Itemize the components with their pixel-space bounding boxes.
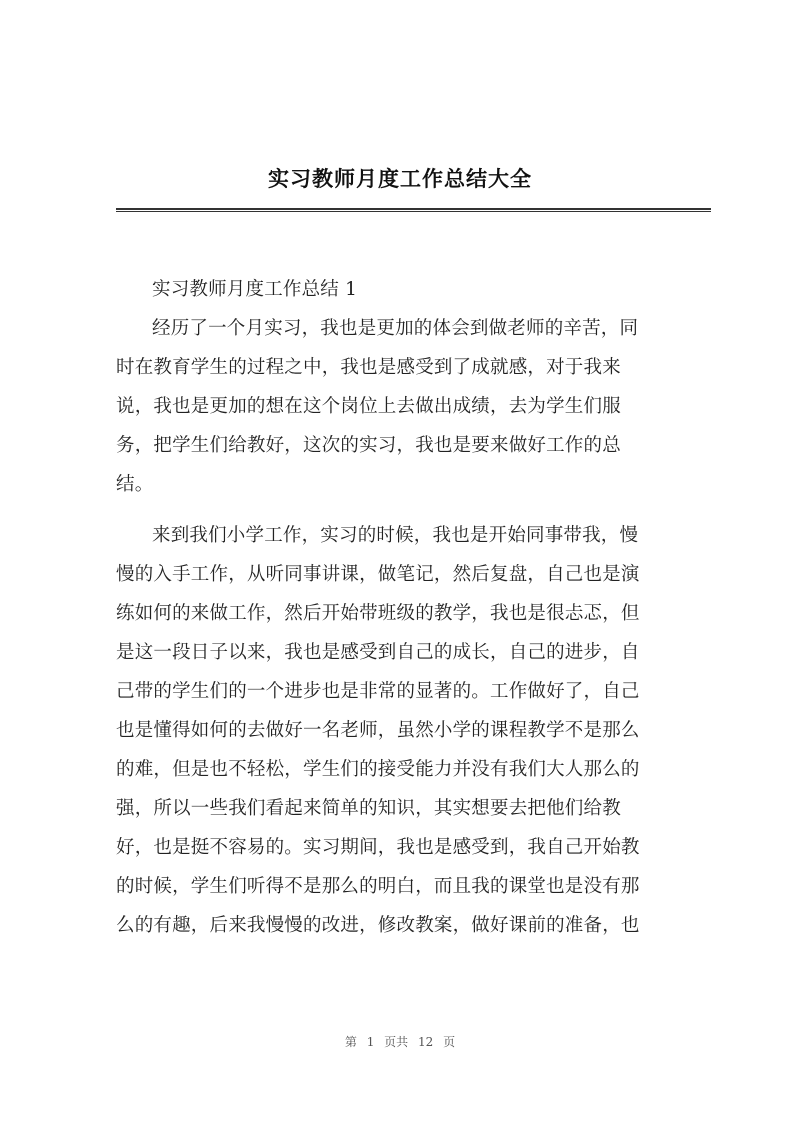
paragraph-line: 说，我也是更加的想在这个岗位上去做出成绩，去为学生们服 xyxy=(116,396,621,417)
paragraph-line: 务，把学生们给教好，这次的实习，我也是要来做好工作的总 xyxy=(116,435,621,456)
paragraph-line: 己带的学生们的一个进步也是非常的显著的。工作做好了，自己 xyxy=(116,681,640,702)
paragraph-line: 么的有趣，后来我慢慢的改进，修改教案，做好课前的准备，也 xyxy=(116,915,640,936)
section-heading: 实习教师月度工作总结 1 xyxy=(152,279,358,300)
paragraph-line: 来到我们小学工作，实习的时候，我也是开始同事带我，慢 xyxy=(152,525,639,546)
paragraph-line: 练如何的来做工作，然后开始带班级的教学，我也是很忐忑，但 xyxy=(116,603,640,624)
paragraph-line: 结。 xyxy=(116,474,154,495)
paragraph-line: 的时候，学生们听得不是那么的明白，而且我的课堂也是没有那 xyxy=(116,876,640,897)
paragraph-line: 时在教育学生的过程之中，我也是感受到了成就感，对于我来 xyxy=(116,357,621,378)
paragraph-line: 的难，但是也不轻松，学生们的接受能力并没有我们大人那么的 xyxy=(116,759,640,780)
paragraph-2 xyxy=(116,516,714,945)
paragraph-1 xyxy=(116,309,714,504)
paragraph-line: 是这一段日子以来，我也是感受到自己的成长，自己的进步，自 xyxy=(116,642,640,663)
paragraph-line: 慢的入手工作，从听同事讲课，做笔记，然后复盘，自己也是演 xyxy=(116,564,640,585)
title-underline-rule xyxy=(116,208,711,212)
paragraph-line: 也是懂得如何的去做好一名老师，虽然小学的课程教学不是那么 xyxy=(116,720,640,741)
paragraph-line: 好，也是挺不容易的。实习期间，我也是感受到，我自己开始教 xyxy=(116,837,640,858)
paragraph-line: 经历了一个月实习，我也是更加的体会到做老师的辛苦，同 xyxy=(152,318,639,339)
paragraph-line: 强，所以一些我们看起来简单的知识，其实想要去把他们给教 xyxy=(116,798,621,819)
page-footer: 第 1 页共 12 页 xyxy=(344,1035,456,1049)
document-body xyxy=(116,270,714,945)
document-title: 实习教师月度工作总结大全 xyxy=(268,167,532,191)
